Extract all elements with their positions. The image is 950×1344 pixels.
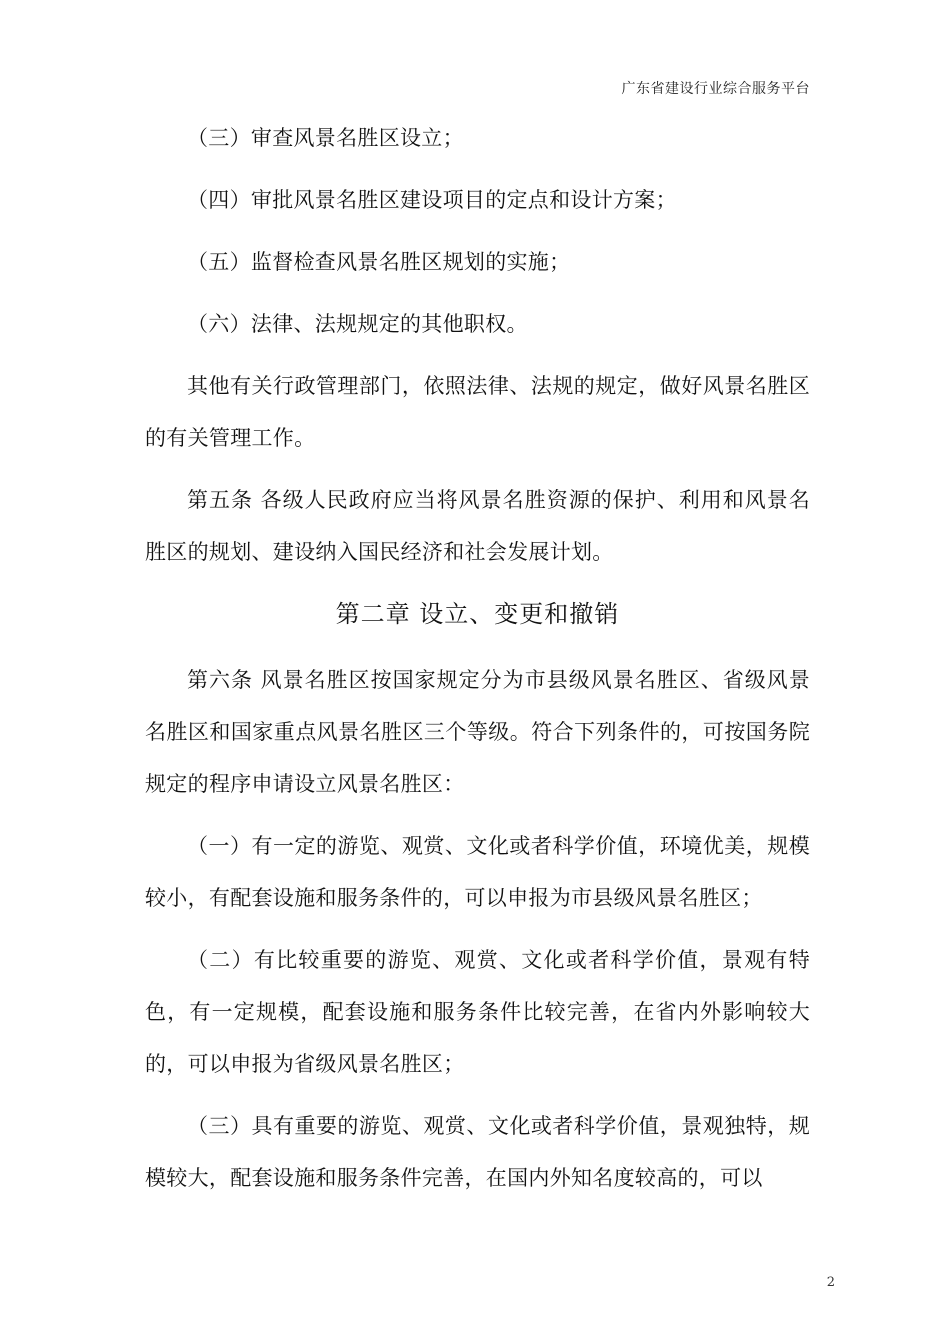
page-header-title: 广东省建设行业综合服务平台 (621, 81, 810, 97)
paragraph-condition-1: （一）有一定的游览、观赏、文化或者科学价值，环境优美，规模较小，有配套设施和服务条件的，可以申报为市县级风景名胜区； (145, 834, 810, 910)
paragraph-item-3: （三）审查风景名胜区设立； (187, 126, 464, 150)
paragraph-condition-3: （三）具有重要的游览、观赏、文化或者科学价值，景观独特，规模较大，配套设施和服务条件完善，在国内外知名度较高的，可以 (145, 1114, 810, 1190)
paragraph-article-5: 第五条 各级人民政府应当将风景名胜资源的保护、利用和风景名胜区的规划、建设纳入国民经济和社会发展计划。 (145, 488, 810, 564)
paragraph-item-6: （六）法律、法规规定的其他职权。 (187, 312, 528, 336)
page-number: 2 (826, 1275, 835, 1290)
paragraph-other-departments: 其他有关行政管理部门，依照法律、法规的规定，做好风景名胜区的有关管理工作。 (145, 374, 810, 450)
paragraph-item-4: （四）审批风景名胜区建设项目的定点和设计方案； (187, 188, 677, 212)
paragraph-condition-2: （二）有比较重要的游览、观赏、文化或者科学价值，景观有特色，有一定规模，配套设施和服务条件比较完善，在省内外影响较大的，可以申报为省级风景名胜区； (145, 948, 810, 1076)
paragraph-item-5: （五）监督检查风景名胜区规划的实施； (187, 250, 571, 274)
chapter-title: 第二章 设立、变更和撤销 (335, 600, 620, 628)
header-rule (145, 101, 805, 102)
document-body (145, 112, 810, 1214)
paragraph-article-6: 第六条 风景名胜区按国家规定分为市县级风景名胜区、省级风景名胜区和国家重点风景名胜区三个等级。符合下列条件的，可按国务院规定的程序申请设立风景名胜区： (145, 668, 810, 796)
